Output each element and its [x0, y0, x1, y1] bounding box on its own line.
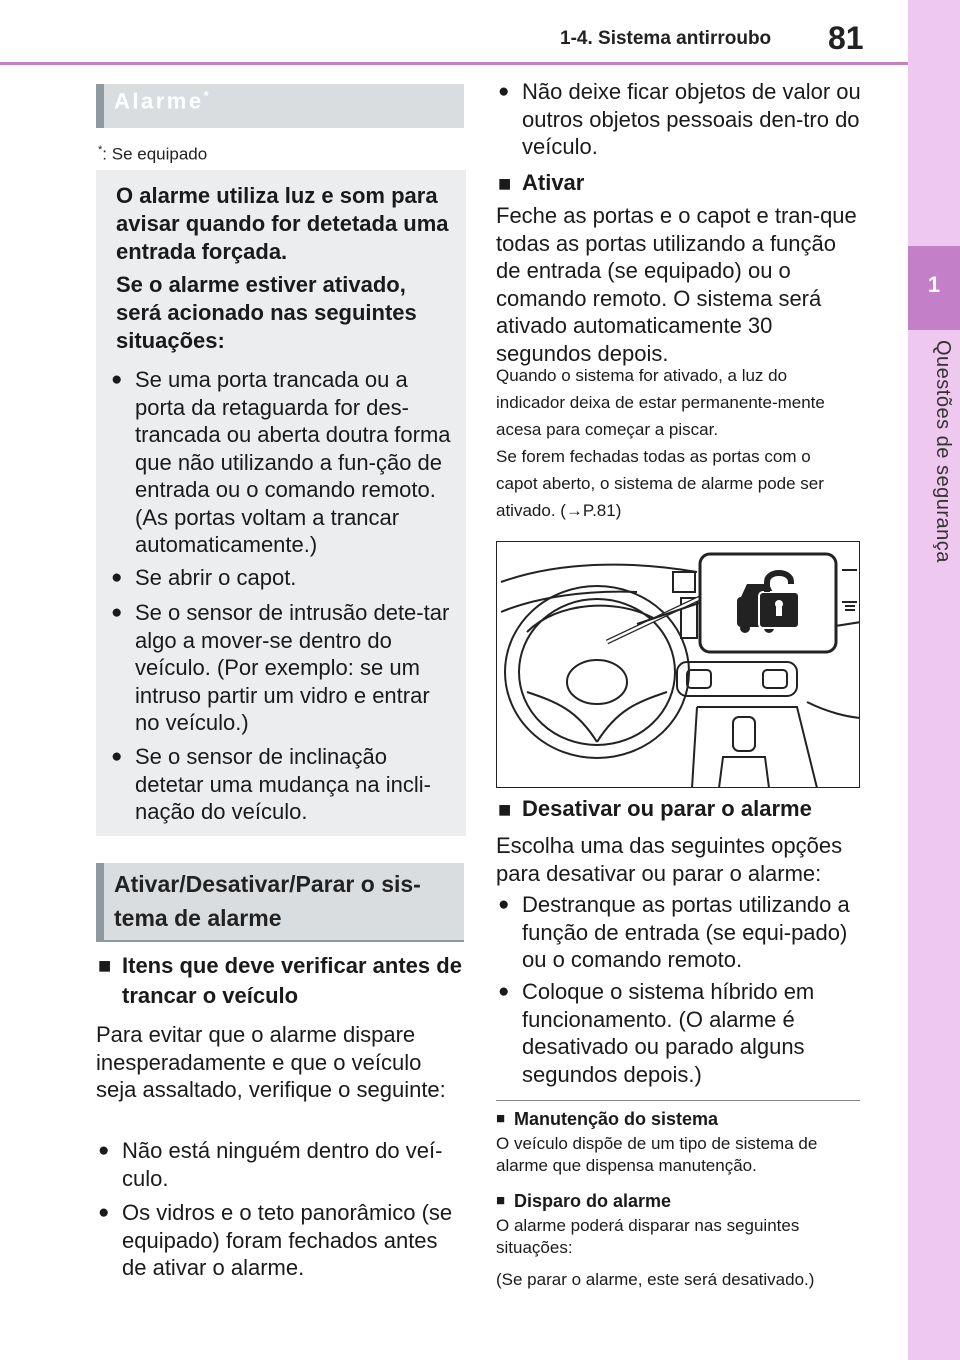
deactivate-heading: Desativar ou parar o alarme [522, 796, 812, 821]
check-intro: Para evitar que o alarme dispare inesperadamente e que o veículo seja assaltado, verifique o seguinte: [96, 1022, 446, 1102]
check-bullet-valuables: ● Não deixe ficar objetos de valor ou outros objetos pessoais den-tro do veículo. [522, 78, 862, 161]
section-title: 1-4. Sistema antirroubo [560, 28, 772, 49]
notes-divider [496, 1100, 860, 1101]
alarm-bullet-hood: ● Se abrir o capot. [135, 564, 455, 592]
activate-section-rule [96, 940, 464, 942]
dashboard-drawing [497, 542, 860, 788]
check-bullet-windows: ● Os vidros e o teto panorâmico (se equipado) foram fechados antes de ativar o alarme. [122, 1199, 462, 1282]
ativar-text: Feche as portas e o capot e tran-que todas as portas utilizando a função de entrada (se equipado) ou o comando remoto. O sistema será ativado automaticamente 30 segundos depois. [496, 203, 857, 366]
maintenance-text: O veículo dispõe de um tipo de sistema de alarme que dispensa manutenção. [496, 1134, 818, 1175]
check-heading: Itens que deve verificar antes de trancar o veículo [122, 953, 462, 1008]
trigger-heading: Disparo do alarme [514, 1191, 672, 1211]
alarm-intro-1: O alarme utiliza luz e som para avisar quando for detetada uma entrada forçada. [116, 183, 449, 264]
alarme-heading: Alarme* [114, 88, 212, 114]
deactivate-text: Escolha uma das seguintes opções para desativar ou parar o alarme: [496, 833, 843, 886]
activate-section-title: Ativar/Desativar/Parar o sis-tema de alarme [114, 871, 421, 931]
deactivate-bullet-unlock: ● Destranque as portas utilizando a função de entrada (se equi-pado) ou o comando remoto. [522, 891, 862, 974]
trigger-note: (Se parar o alarme, este será desativado.) [496, 1270, 815, 1289]
square-marker: ■ [498, 171, 512, 196]
alarm-bullet-door: ● Se uma porta trancada ou a porta da retaguarda for des-trancada ou aberta doutra forma que não utilizando a fun-ção de entrada ou o comando remoto. (As portas voltam a trancar automaticamente.) [135, 366, 455, 559]
alarm-bullet-intrusion: ● Se o sensor de intrusão dete-tar algo a mover-se dentro do veículo. (Por exemplo: se um intruso partir um vidro e entrar no veículo.) [135, 599, 455, 737]
deactivate-bullet-hybrid: ● Coloque o sistema híbrido em funcionamento. (O alarme é desativado ou parado alguns segundos depois.) [522, 978, 862, 1088]
check-bullet-nobody: ● Não está ninguém dentro do veí-culo. [122, 1137, 462, 1192]
alarme-asterisk: * [203, 88, 212, 103]
header-rule [0, 62, 908, 65]
alarm-intro-2: Se o alarme estiver ativado, será acionado nas seguintes situações: [116, 272, 417, 353]
trigger-text: O alarme poderá disparar nas seguintes situações: [496, 1216, 800, 1257]
ativar-heading: Ativar [522, 170, 585, 195]
square-marker: ■ [498, 797, 512, 822]
square-marker: ■ [98, 953, 112, 978]
chapter-number: 1 [927, 272, 941, 297]
square-marker: ■ [496, 1192, 506, 1209]
dashboard-illustration [496, 541, 860, 788]
alarm-bullet-tilt: ● Se o sensor de inclinação detetar uma mudança na incli-nação do veículo. [135, 743, 455, 826]
ativar-note-2: Se forem fechadas todas as portas com o capot aberto, o sistema de alarme pode ser ativado. (→P.81) [496, 447, 824, 520]
chapter-side-strip [908, 0, 960, 1360]
square-marker: ■ [496, 1110, 506, 1127]
maintenance-heading: Manutenção do sistema [514, 1109, 719, 1129]
page-number: 81 [828, 20, 864, 56]
ativar-note-1: Quando o sistema for ativado, a luz do indicador deixa de estar permanente-mente acesa para começar a piscar. [496, 366, 825, 439]
equipped-footnote: *: Se equipado [98, 144, 208, 164]
chapter-title: Questões de segurança [932, 340, 954, 563]
